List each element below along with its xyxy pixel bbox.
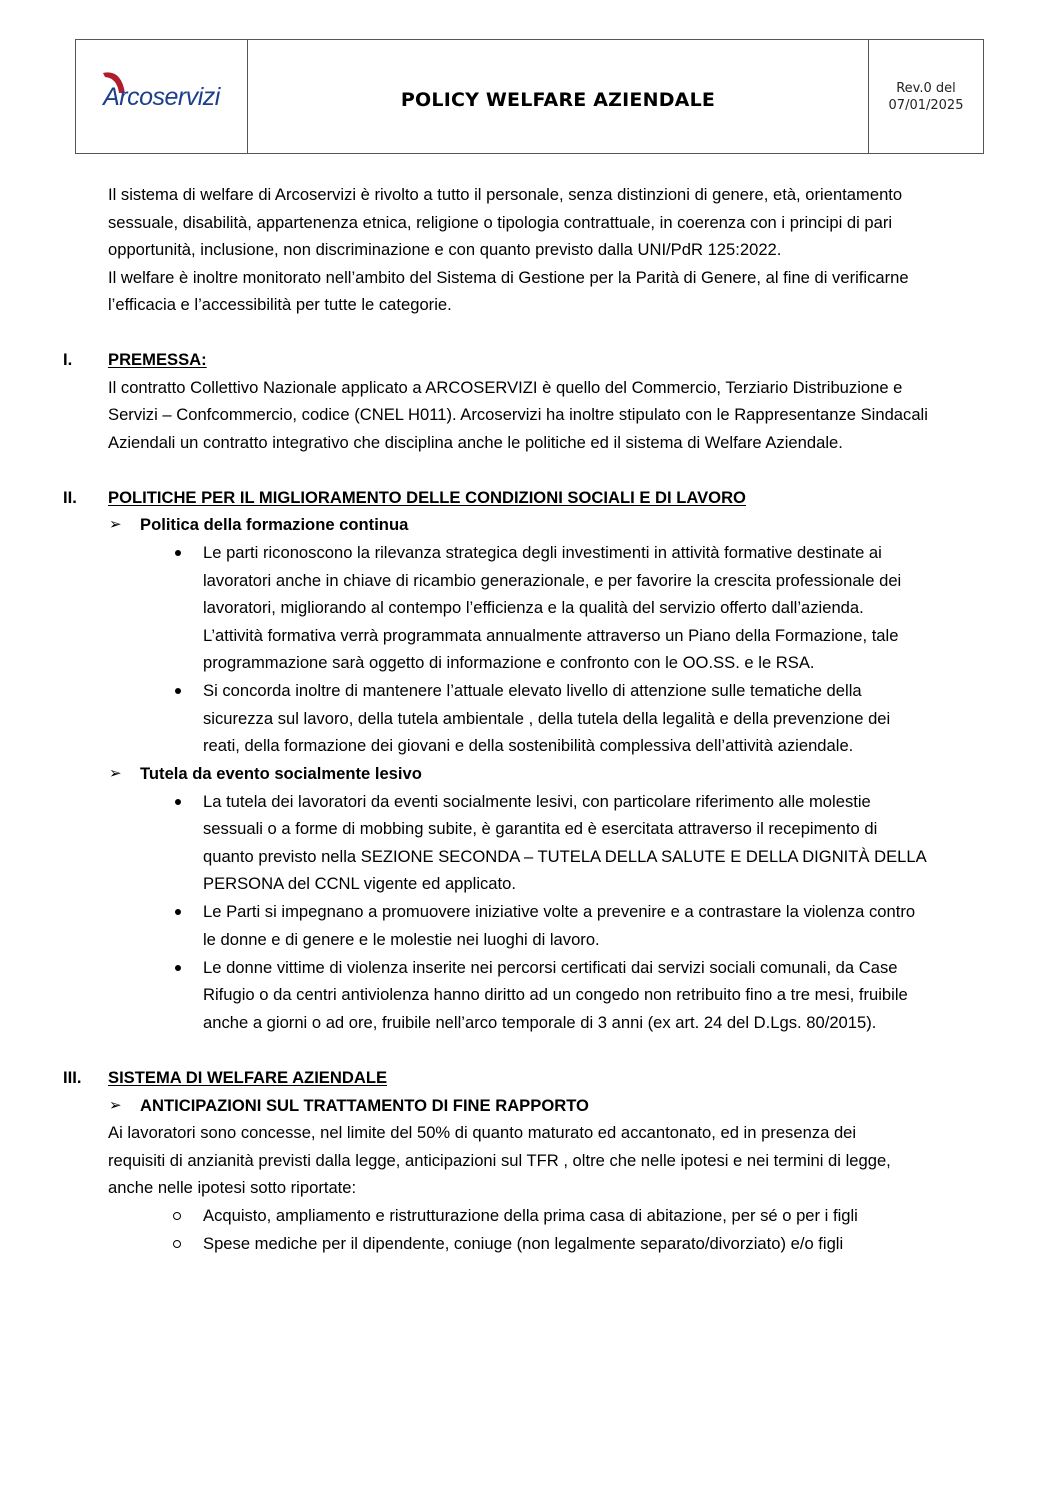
bullet-line: La tutela dei lavoratori da eventi socialmente lesivi, con particolare riferimento alle molestie [203,792,871,811]
section-number: II. [63,488,77,507]
intro-line: Il sistema di welfare di Arcoservizi è rivolto a tutto il personale, senza distinzioni di genere, età, orientamento [108,185,903,204]
section-line: anche nelle ipotesi sotto riportate: [108,1178,357,1197]
bullet-line: Le Parti si impegnano a promuovere iniziative volte a prevenire e a contrastare la violenza contro [203,902,916,921]
bullet-icon [175,799,181,805]
bullet-line: anche a giorni o ad ore, fruibile nell’arco temporale di 3 anni (ex art. 24 del D.Lgs. 80/2015). [203,1013,877,1032]
section-number: I. [63,350,73,369]
bullet-line: sessuali o a forme di mobbing subite, è garantita ed è esercitata attraverso il recepimento di [203,819,878,838]
intro-line: Il welfare è inoltre monitorato nell’ambito del Sistema di Gestione per la Parità di Genere, al fine di verificarne [108,268,909,287]
bullet-line: lavoratori anche in chiave di ricambio generazionale, e per favorire la crescita professionale dei [203,571,902,590]
document-header [75,39,984,154]
subsection-title: ANTICIPAZIONI SUL TRATTAMENTO DI FINE RAPPORTO [140,1096,589,1115]
bullet-icon [175,550,181,556]
subsection-title: Politica della formazione continua [140,515,409,534]
section-title-premessa: PREMESSA: [108,350,207,369]
bullet-icon [175,688,181,694]
company-logo [103,83,220,111]
bullet-line: Le parti riconoscono la rilevanza strategica degli investimenti in attività formative destinate ai [203,543,882,562]
section-line: Servizi – Confcommercio, codice (CNEL H011). Arcoservizi ha inoltre stipulato con le Rappresentanze Sindacali [108,405,928,424]
bullet-line: Le donne vittime di violenza inserite nei percorsi certificati dai servizi sociali comunali, da Case [203,958,898,977]
bullet-line: programmazione sarà oggetto di informazione e confronto con le OO.SS. e le RSA. [203,653,815,672]
intro-line: opportunità, inclusione, non discriminazione e con quanto previsto dalla UNI/PdR 125:2022. [108,240,782,259]
subsection-title: Tutela da evento socialmente lesivo [140,764,422,783]
bullet-line: le donne e di genere e le molestie nei luoghi di lavoro. [203,930,600,949]
circle-bullet-icon [173,1240,181,1248]
revision-label: Rev.0 del [896,80,956,96]
intro-line: l’efficacia e l’accessibilità per tutte le categorie. [108,295,452,314]
arrow-bullet-icon: ➢ [109,516,122,533]
section-line: Aziendali un contratto integrativo che disciplina anche le politiche ed il sistema di Welfare Aziendale. [108,433,843,452]
intro-line: sessuale, disabilità, appartenenza etnica, religione o tipologia contrattuale, in coerenza con i principi di pari [108,213,893,232]
bullet-line: quanto previsto nella SEZIONE SECONDA – TUTELA DELLA SALUTE E DELLA DIGNITÀ DELLA [203,847,927,866]
bullet-line: L’attività formativa verrà programmata annualmente attraverso un Piano della Formazione, tale [203,626,899,645]
revision-date: 07/01/2025 [888,97,964,113]
bullet-line: PERSONA del CCNL vigente ed applicato. [203,874,516,893]
section-line: Il contratto Collettivo Nazionale applicato a ARCOSERVIZI è quello del Commercio, Terziario Distribuzione e [108,378,903,397]
section-title-welfare: SISTEMA DI WELFARE AZIENDALE [108,1068,388,1087]
revision-cell [869,40,983,153]
list-item: Acquisto, ampliamento e ristrutturazione della prima casa di abitazione, per sé o per i figli [203,1206,858,1225]
arrow-bullet-icon: ➢ [109,1097,122,1114]
bullet-line: lavoratori, migliorando al contempo l’efficienza e la qualità del servizio offerto dall’azienda. [203,598,864,617]
bullet-icon [175,909,181,915]
document-title: POLICY WELFARE AZIENDALE [248,40,869,153]
section-title-politiche: POLITICHE PER IL MIGLIORAMENTO DELLE CONDIZIONI SOCIALI E DI LAVORO [108,488,746,507]
bullet-line: Rifugio o da centri antiviolenza hanno diritto ad un congedo non retribuito fino a tre mesi, fruibile [203,985,908,1004]
bullet-icon [175,965,181,971]
bullet-line: Si concorda inoltre di mantenere l’attuale elevato livello di attenzione sulle tematiche della [203,681,862,700]
section-line: Ai lavoratori sono concesse, nel limite del 50% di quanto maturato ed accantonato, ed in presenza dei [108,1123,857,1142]
section-number: III. [63,1068,82,1087]
bullet-line: reati, della formazione dei giovani e della sostenibilità complessiva dell’attività aziendale. [203,736,854,755]
list-item: Spese mediche per il dipendente, coniuge (non legalmente separato/divorziato) e/o figli [203,1234,844,1253]
bullet-line: sicurezza sul lavoro, della tutela ambientale , della tutela della legalità e della prevenzione dei [203,709,891,728]
arrow-bullet-icon: ➢ [109,765,122,782]
logo-cell [76,40,248,153]
logo-text: Arcoservizi [103,82,220,111]
circle-bullet-icon [173,1212,181,1220]
section-line: requisiti di anzianità previsti dalla legge, anticipazioni sul TFR , oltre che nelle ipotesi e nei termini di legge, [108,1151,891,1170]
